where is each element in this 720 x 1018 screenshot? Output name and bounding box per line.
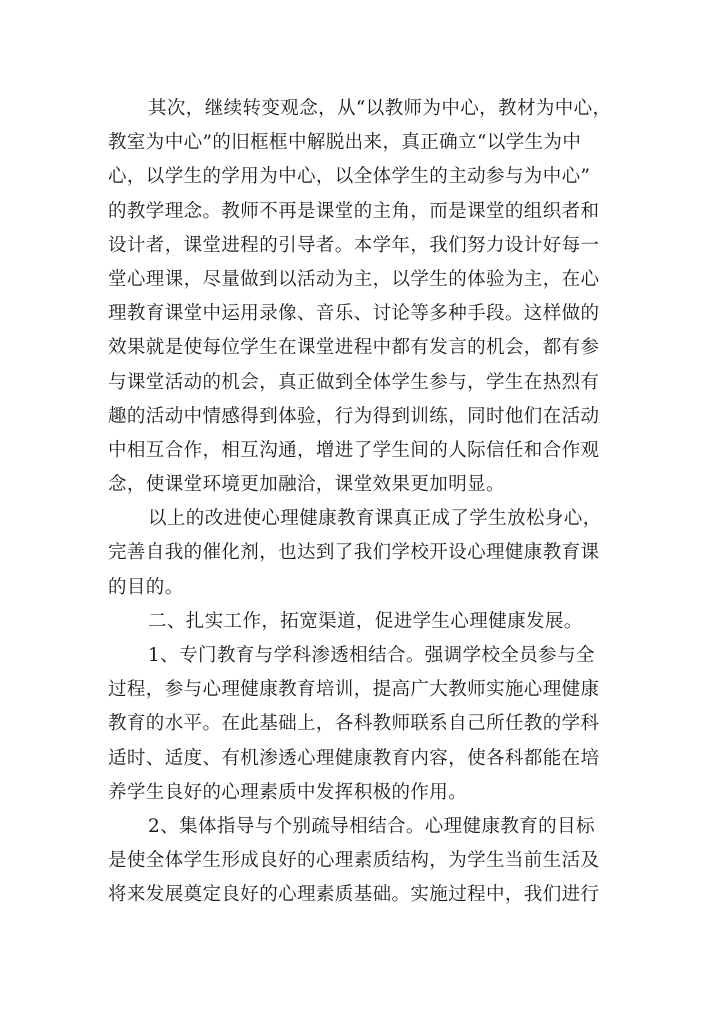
text-line: 趣的活动中情感得到体验，行为得到训练，同时他们在活动 [108,405,600,427]
text-line: 的教学理念。教师不再是课堂的主角，而是课堂的组织者和 [108,200,600,222]
text-line: 2、集体指导与个别疏导相结合。心理健康教育的目标 [148,815,595,837]
text-line: 教室为中心”的旧框框中解脱出来，真正确立“以学生为中 [108,132,582,154]
text-line: 养学生良好的心理素质中发挥积极的作用。 [108,781,468,803]
text-line: 心，以学生的学用为中心，以全体学生的主动参与为中心” [108,166,591,188]
text-line: 设计者，课堂进程的引导者。本学年，我们努力设计好每一 [108,234,600,256]
text-line: 将来发展奠定良好的心理素质基础。实施过程中，我们进行 [108,884,600,906]
text-line: 教育的水平。在此基础上，各科教师联系自己所任教的学科 [108,713,600,735]
text-line: 1、专门教育与学科渗透相结合。强调学校全员参与全 [148,645,595,666]
text-line: 完善自我的催化剂，也达到了我们学校开设心理健康教育课 [108,542,600,564]
text-line: 念，使课堂环境更加融洽，课堂效果更加明显。 [108,474,505,496]
text-line: 的目的。 [108,576,184,598]
text-line: 效果就是使每位学生在课堂进程中都有发言的机会，都有参 [108,337,600,359]
text-line: 中相互合作，相互沟通，增进了学生间的人际信任和合作观 [108,439,600,461]
body-text [108,92,628,913]
text-line: 与课堂活动的机会，真正做到全体学生参与，学生在热烈有 [108,371,600,393]
text-line: 理教育课堂中运用录像、音乐、讨论等多种手段。这样做的 [108,303,600,325]
text-line: 以上的改进使心理健康教育课真正成了学生放松身心， [148,508,602,530]
text-line: 过程，参与心理健康教育培训，提高广大教师实施心理健康 [108,679,600,701]
text-line: 其次，继续转变观念，从“以教师为中心，教材为中心， [148,98,612,119]
section-heading: 二、扎实工作，拓宽渠道，促进学生心理健康发展。 [148,610,583,632]
text-line: 适时、适度、有机渗透心理健康教育内容，使各科都能在培 [108,747,600,769]
text-line: 堂心理课，尽量做到以活动为主，以学生的体验为主，在心 [108,268,600,290]
text-line: 是使全体学生形成良好的心理素质结构，为学生当前生活及 [108,850,600,872]
